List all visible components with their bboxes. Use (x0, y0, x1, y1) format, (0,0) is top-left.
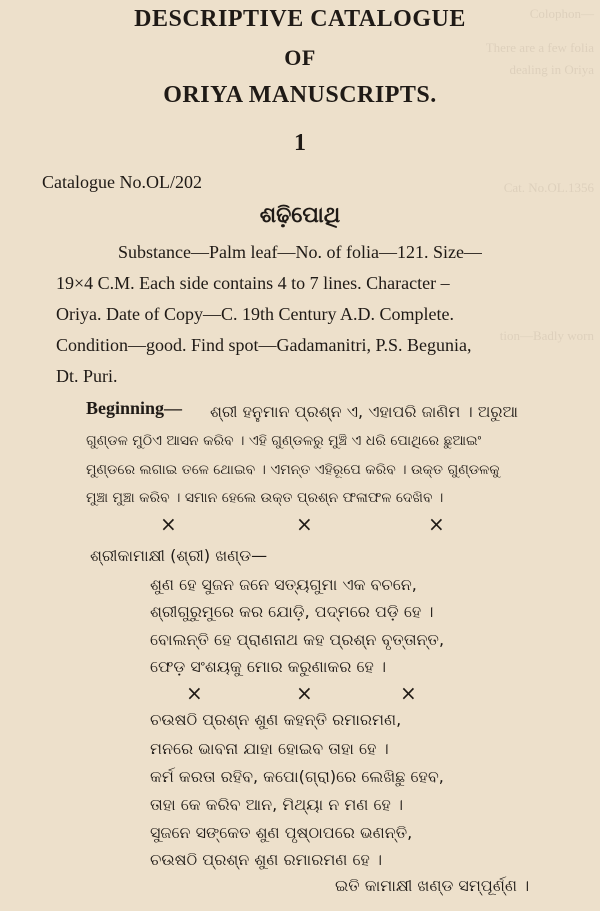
verse-line: ମନରେ ଭାବନା ଯାହା ହୋଇବ ତାହା ହେ । (150, 739, 389, 758)
beginning-text-line-1: ଶ୍ରୀ ହନୁମାନ ପ୍ରଶ୍ନ ଏ, ଏହାପରି ଜାଣିମ । ଅରୁଆ (210, 402, 518, 421)
catalogue-title-line1: DESCRIPTIVE CATALOGUE (134, 6, 466, 32)
separator-mark: × (428, 512, 445, 536)
beginning-text-line-2: ଗୁଣ୍ଡଳ ମୁଠିଏ ଆସନ କରିବ । ଏହି ଗୁଣ୍ଡଳରୁ ମୁଞ୍ଚି ଏ ଧରି ପୋଥିରେ ଛୁଆଇଂ (86, 433, 482, 449)
separator-mark: × (400, 681, 417, 705)
catalogue-title-line2: OF (284, 45, 316, 70)
verse-line: ସୁଜନେ ସଙ୍କେତ ଶୁଣ ପୃଷ୍ଠାପରେ ଭଣନ୍ତି, (150, 823, 413, 842)
description-line-4: Condition—good. Find spot—Gadamanitri, P.S. Begunia, (56, 335, 472, 355)
description-line-2: 19×4 C.M. Each side contains 4 to 7 lines. Character – (56, 273, 450, 293)
separator-mark: × (186, 681, 203, 705)
verse-line: ବୋଲନ୍ତି ହେ ପ୍ରାଣନାଥ କହ ପ୍ରଶ୍ନ ବୃତ୍ତାନ୍ତ, (150, 630, 445, 649)
verse-line: ଶୁଣ ହେ ସୁଜନ ଜନେ ସତ୍ୟଗୁମା ଏକ ବଚନେ, (150, 575, 417, 594)
description-line-5: Dt. Puri. (56, 366, 118, 386)
verse-line: ଚଉଷଠି ପ୍ରଶ୍ନ ଶୁଣ ରମାରମଣ ହେ । (150, 850, 383, 869)
beginning-label: Beginning— (86, 398, 183, 418)
section-heading: ଶ୍ରୀକାମାକ୍ଷୀ (ଶ୍ରୀ) ଖଣ୍ଡ— (90, 546, 268, 565)
entry-number: 1 (294, 130, 306, 156)
verse-line: ଶ୍ରୀଗୁରୁମୁରେ କର ଯୋଡ଼ି, ପଦ୍ମରେ ପଡ଼ି ହେ । (150, 602, 434, 621)
colophon-line: ଇତି କାମାକ୍ଷୀ ଖଣ୍ଡ ସମ୍ପୂର୍ଣ୍ଣ । (335, 876, 530, 895)
verse-line: କର୍ମ କରତା ରହିବ, କପୋ(ଗ୍ରା)ରେ ଲେଖିଛୁ ହେବ, (150, 767, 444, 786)
beginning-text-line-3: ମୁଣ୍ଡରେ ଲଗାଇ ତଳେ ଥୋଇବ । ଏମନ୍ତ ଏହିରୂପେ କରିବ । ଉକ୍ତ ଗୁଣ୍ଡଳକୁ (86, 462, 500, 478)
beginning-text-line-4: ମୁଞ୍ଚା ମୁଞ୍ଚା କରିବ । ସମାନ ହେଲେ ଉକ୍ତ ପ୍ରଶ୍ନ ଫଳାଫଳ ଦେଖିବ । (86, 490, 444, 506)
catalogue-title-line3: ORIYA MANUSCRIPTS. (163, 82, 437, 108)
description-line-3: Oriya. Date of Copy—C. 19th Century A.D. Complete. (56, 304, 454, 324)
description-line-1: Substance—Palm leaf—No. of folia—121. Size— (118, 242, 482, 262)
separator-mark: × (296, 512, 313, 536)
verse-line: ତାହା କେ କରିବ ଆନ, ମିଥ୍ୟା ନ ମଣ ହେ । (150, 795, 404, 814)
verse-line: ଫେଡ଼ ସଂଶୟକୁ ମୋର କରୁଣାକର ହେ । (150, 657, 387, 676)
verse-line: ଚଉଷଠି ପ୍ରଶ୍ନ ଶୁଣ କହନ୍ତି ରମାରମଣ, (150, 710, 402, 729)
bleed-through-text: Colophon— There are a few folia dealing in Oriya Cat. No.OL.1356 tion—Badly worn (485, 6, 594, 343)
manuscript-title: ଶଢ଼ିପୋଥି (259, 203, 341, 228)
separator-mark: × (160, 512, 177, 536)
catalogue-number: Catalogue No.OL/202 (42, 172, 202, 192)
separator-mark: × (296, 681, 313, 705)
